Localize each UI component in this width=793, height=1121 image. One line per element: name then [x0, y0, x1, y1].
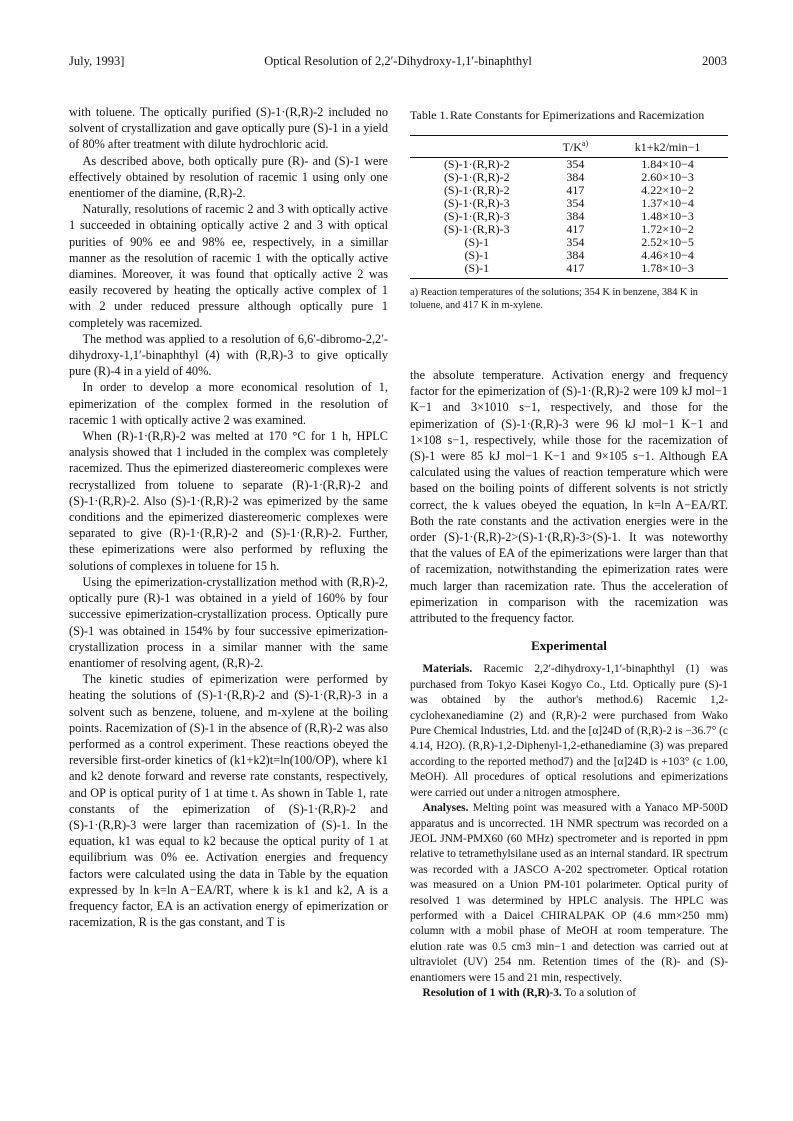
- temperature-cell: 354: [566, 196, 585, 210]
- analyses-paragraph: [410, 801, 728, 986]
- compound-cell: (S)-1·(R,R)-3: [443, 196, 510, 210]
- rate-cell: 4.22×10−2: [641, 183, 694, 197]
- paragraph: the absolute temperature. Activation energy and frequency factor for the epimerization of (S)-1·(R,R)-2 were 109 kJ mol−1 K−1 and 3×1010 s−1, respectively, and those for the epimerization of (S)-1·(R,R)-3 were 96 kJ mol−1 K−1 and 1×108 s−1, respectively, while those for the racemization of (S)-1 were 85 kJ mol−1 K−1 and 9×105 s−1. Although EA calculated using the values of reaction temperature which were based on the boiling points of different solvents is not strictly correct, the k values obeyed the equation, ln k=ln A−EA/RT. Both the rate constants and the activation energies were in the order (S)-1·(R,R)-2>(S)-1·(R,R)-3>(S)-1. It was noteworthy that the values of EA of the epimerizations were larger than that of racemization, notwithstanding the epimerization rates were much larger than racemization rate. Thus the acceleration of epimerization in comparison with the racemization was attributed to the frequency factor.: [410, 368, 728, 626]
- temperature-cell: 384: [566, 170, 585, 184]
- header-date: July, 1993]: [69, 54, 125, 68]
- compound-cell: (S)-1·(R,R)-3: [443, 222, 510, 236]
- paragraph: When (R)-1·(R,R)-2 was melted at 170 °C for 1 h, HPLC analysis showed that 1 included in the complex was completely racemized. Thus the epimerized diastereomeric complexes were recrystallized from toluene to separate (R)-1·(R,R)-2 and (S)-1·(R,R)-2. Also (S)-1·(R,R)-2 was epimerized by the same conditions and the epimerized diastereomeric complexes were separated to give (R)-1·(R,R)-2 and (S)-1·(R,R)-2. Further, these epimerizations were also performed by refluxing the solutions of complexes in toluene for 15 h.: [69, 429, 388, 573]
- paragraph: The kinetic studies of epimerization were performed by heating the solutions of (S)-1·(R,R)-2 and (S)-1·(R,R)-3 in a solvent such as benzene, toluene, and m-xylene at the boiling points. Racemization of (S)-1 in the absence of (R,R)-2 was also performed as a control experiment. These reactions obeyed the reversible first-order kinetics of (k1+k2)t=ln(100/OP), where k1 and k2 denote forward and reverse rate constants, respectively, and OP is optical purity of 1 at time t. As shown in Table 1, rate constants of the epimerization of (S)-1·(R,R)-2 and (S)-1·(R,R)-3 were larger than racemization of (S)-1. In the equation, k1 was equal to k2 because the optical purity of 1 at equilibrium was 0% ee. Activation energies and frequency factors were calculated using the data in Table by the equation expressed by ln k=ln A−EA/RT, where k is k1 and k2, A is a frequency factor, EA is an activation energy of epimerization or racemization, R is the gas constant, and T is: [69, 672, 388, 930]
- paragraph: The method was applied to a resolution of 6,6′-dibromo-2,2′-dihydroxy-1,1′-binaphthyl (4) with (R,R)-3 to give optically pure (R)-4 in a yield of 40%.: [69, 331, 388, 379]
- col-header-temperature: [544, 136, 608, 158]
- temperature-cell: 384: [566, 209, 585, 223]
- table-header-row: [410, 136, 728, 158]
- rate-cell: 1.72×10−2: [641, 222, 694, 236]
- paragraph: In order to develop a more economical resolution of 1, epimerization of the complex formed in the resolution of racemic 1 with optically active 2 was examined.: [69, 380, 388, 427]
- temperature-cell: 417: [566, 222, 585, 236]
- left-column: [69, 104, 388, 930]
- temperature-cell: 384: [566, 248, 585, 262]
- table-footnote: a) Reaction temperatures of the solutions; 354 K in benzene, 384 K in toluene, and 417 K in m-xylene.: [410, 287, 698, 311]
- rate-cell: 1.48×10−3: [641, 209, 694, 223]
- materials-text: Racemic 2,2′-dihydroxy-1,1′-binaphthyl (1) was purchased from Tokyo Kasei Kogyo Co., Ltd. Optically pure (S)-1 was obtained by the author's method.6) Racemic 1,2-cyclohexanediamine (2) and (R,R)-2 were purchased from Wako Pure Chemical Industries, Ltd. and the [α]24D of (R,R)-2 is −36.7° (c 4.14, H2O). (R,R)-1,2-Diphenyl-1,2-ethanediamine (3) was prepared according to the reported method7) and the [α]24D is +103° (c 1.00, MeOH). All procedures of optical resolutions and epimerizations were carried out under a nitrogen atmosphere.: [410, 663, 728, 799]
- table-1: [410, 108, 728, 312]
- col-header-rate: k1+k2/min−1: [634, 139, 701, 154]
- analyses-heading: Analyses.: [422, 802, 469, 815]
- paragraph: with toluene. The optically purified (S)-1·(R,R)-2 included no solvent of crystallization and gave optically pure (S)-1 in a yield of 80% after treatment with dilute hydrochloric acid.: [69, 105, 388, 152]
- col-header-footnote-mark: a): [581, 139, 589, 148]
- paragraph: As described above, both optically pure (R)- and (S)-1 were effectively obtained by resolution of racemic 1 using only one enentiomer of the diamine, (R,R)-2.: [69, 153, 388, 201]
- rate-cell: 4.46×10−4: [641, 248, 694, 262]
- compound-cell: (S)-1: [464, 261, 490, 275]
- materials-heading: Materials.: [422, 663, 473, 676]
- right-column: [410, 367, 728, 1001]
- rate-cell: 1.84×10−4: [641, 157, 694, 171]
- compound-cell: (S)-1: [464, 235, 490, 249]
- materials-paragraph: [410, 662, 728, 801]
- temperature-cell: 417: [566, 261, 585, 275]
- header-title: Optical Resolution of 2,2′-Dihydroxy-1,1′-binaphthyl: [264, 54, 532, 68]
- temperature-cell: 417: [566, 183, 585, 197]
- paragraph: Using the epimerization-crystallization method with (R,R)-2, optically pure (R)-1 was obtained in a yield of 160% by four successive epimerization-crystallization process. Optically pure (S)-1 was obtained in 154% by four successive epimerization-crystallization process in a similar manner with the same enantiomer of resolving agent, (R,R)-2.: [69, 574, 388, 670]
- compound-cell: (S)-1·(R,R)-2: [443, 157, 510, 171]
- compound-cell: (S)-1: [464, 248, 490, 262]
- rate-cell: 2.60×10−3: [641, 170, 694, 184]
- section-heading: Experimental: [531, 638, 607, 654]
- resolution-text: To a solution of: [564, 986, 637, 999]
- table-row: [410, 262, 728, 279]
- compound-cell: (S)-1·(R,R)-2: [443, 170, 510, 184]
- running-header: [69, 54, 727, 70]
- temperature-cell: 354: [566, 235, 585, 249]
- resolution-paragraph: [410, 986, 728, 1001]
- col-header-compound: [410, 136, 544, 158]
- analyses-text: Melting point was measured with a Yanaco MP-500D apparatus and is uncorrected. 1H NMR spectrum was recorded on a JEOL JNM-PMX60 (60 MHz) spectrometer and is reported in ppm relative to tetramethylsilane used as an internal standard. IR spectrum was recorded with a JASCO A-202 spectrometer. Optical rotation was measured on a Union PM-101 polarimeter. Optical purity of resolved 1 was determined by HPLC analysis. The HPLC was performed with a Daicel CHIRALPAK OP (4.6 mm×250 mm) column with a mobil phase of MeOH at room temperature. The elution rate was 0.5 cm3 min−1 and detection was carried out at ultraviolet (UV) 254 nm. Retention times of the (R)- and (S)-enantiomers were 15 and 21 min, respectively.: [410, 802, 728, 984]
- table-row: [410, 158, 728, 172]
- col-header-temperature-text: T/K: [562, 140, 582, 154]
- temperature-cell: 354: [566, 157, 585, 171]
- rate-constants-table: [410, 135, 728, 279]
- rate-cell: 1.37×10−4: [641, 196, 694, 210]
- table-caption: [410, 108, 728, 123]
- resolution-heading: Resolution of 1 with (R,R)-3.: [422, 986, 562, 999]
- paragraph: Naturally, resolutions of racemic 2 and 3 with optically active 1 succeeded in obtaining optically active 2 and 3 with optical purities of 90% ee and 98% ee, respectively, in a simillar manner as the resolution of racemic 1 with the optically active diamines. Moreover, it was found that optically active 2 was easily recovered by heating the optically active complex of 1 with 2 under reduced pressure although optically pure 1 completely was racemized.: [69, 202, 388, 330]
- compound-cell: (S)-1·(R,R)-2: [443, 183, 510, 197]
- page-number: 2003: [702, 54, 727, 68]
- table-caption-text: Rate Constants for Epimerizations and Racemization: [450, 108, 705, 122]
- rate-cell: 1.78×10−3: [641, 261, 694, 275]
- rate-cell: 2.52×10−5: [641, 235, 694, 249]
- table-label: Table 1.: [410, 108, 449, 122]
- compound-cell: (S)-1·(R,R)-3: [443, 209, 510, 223]
